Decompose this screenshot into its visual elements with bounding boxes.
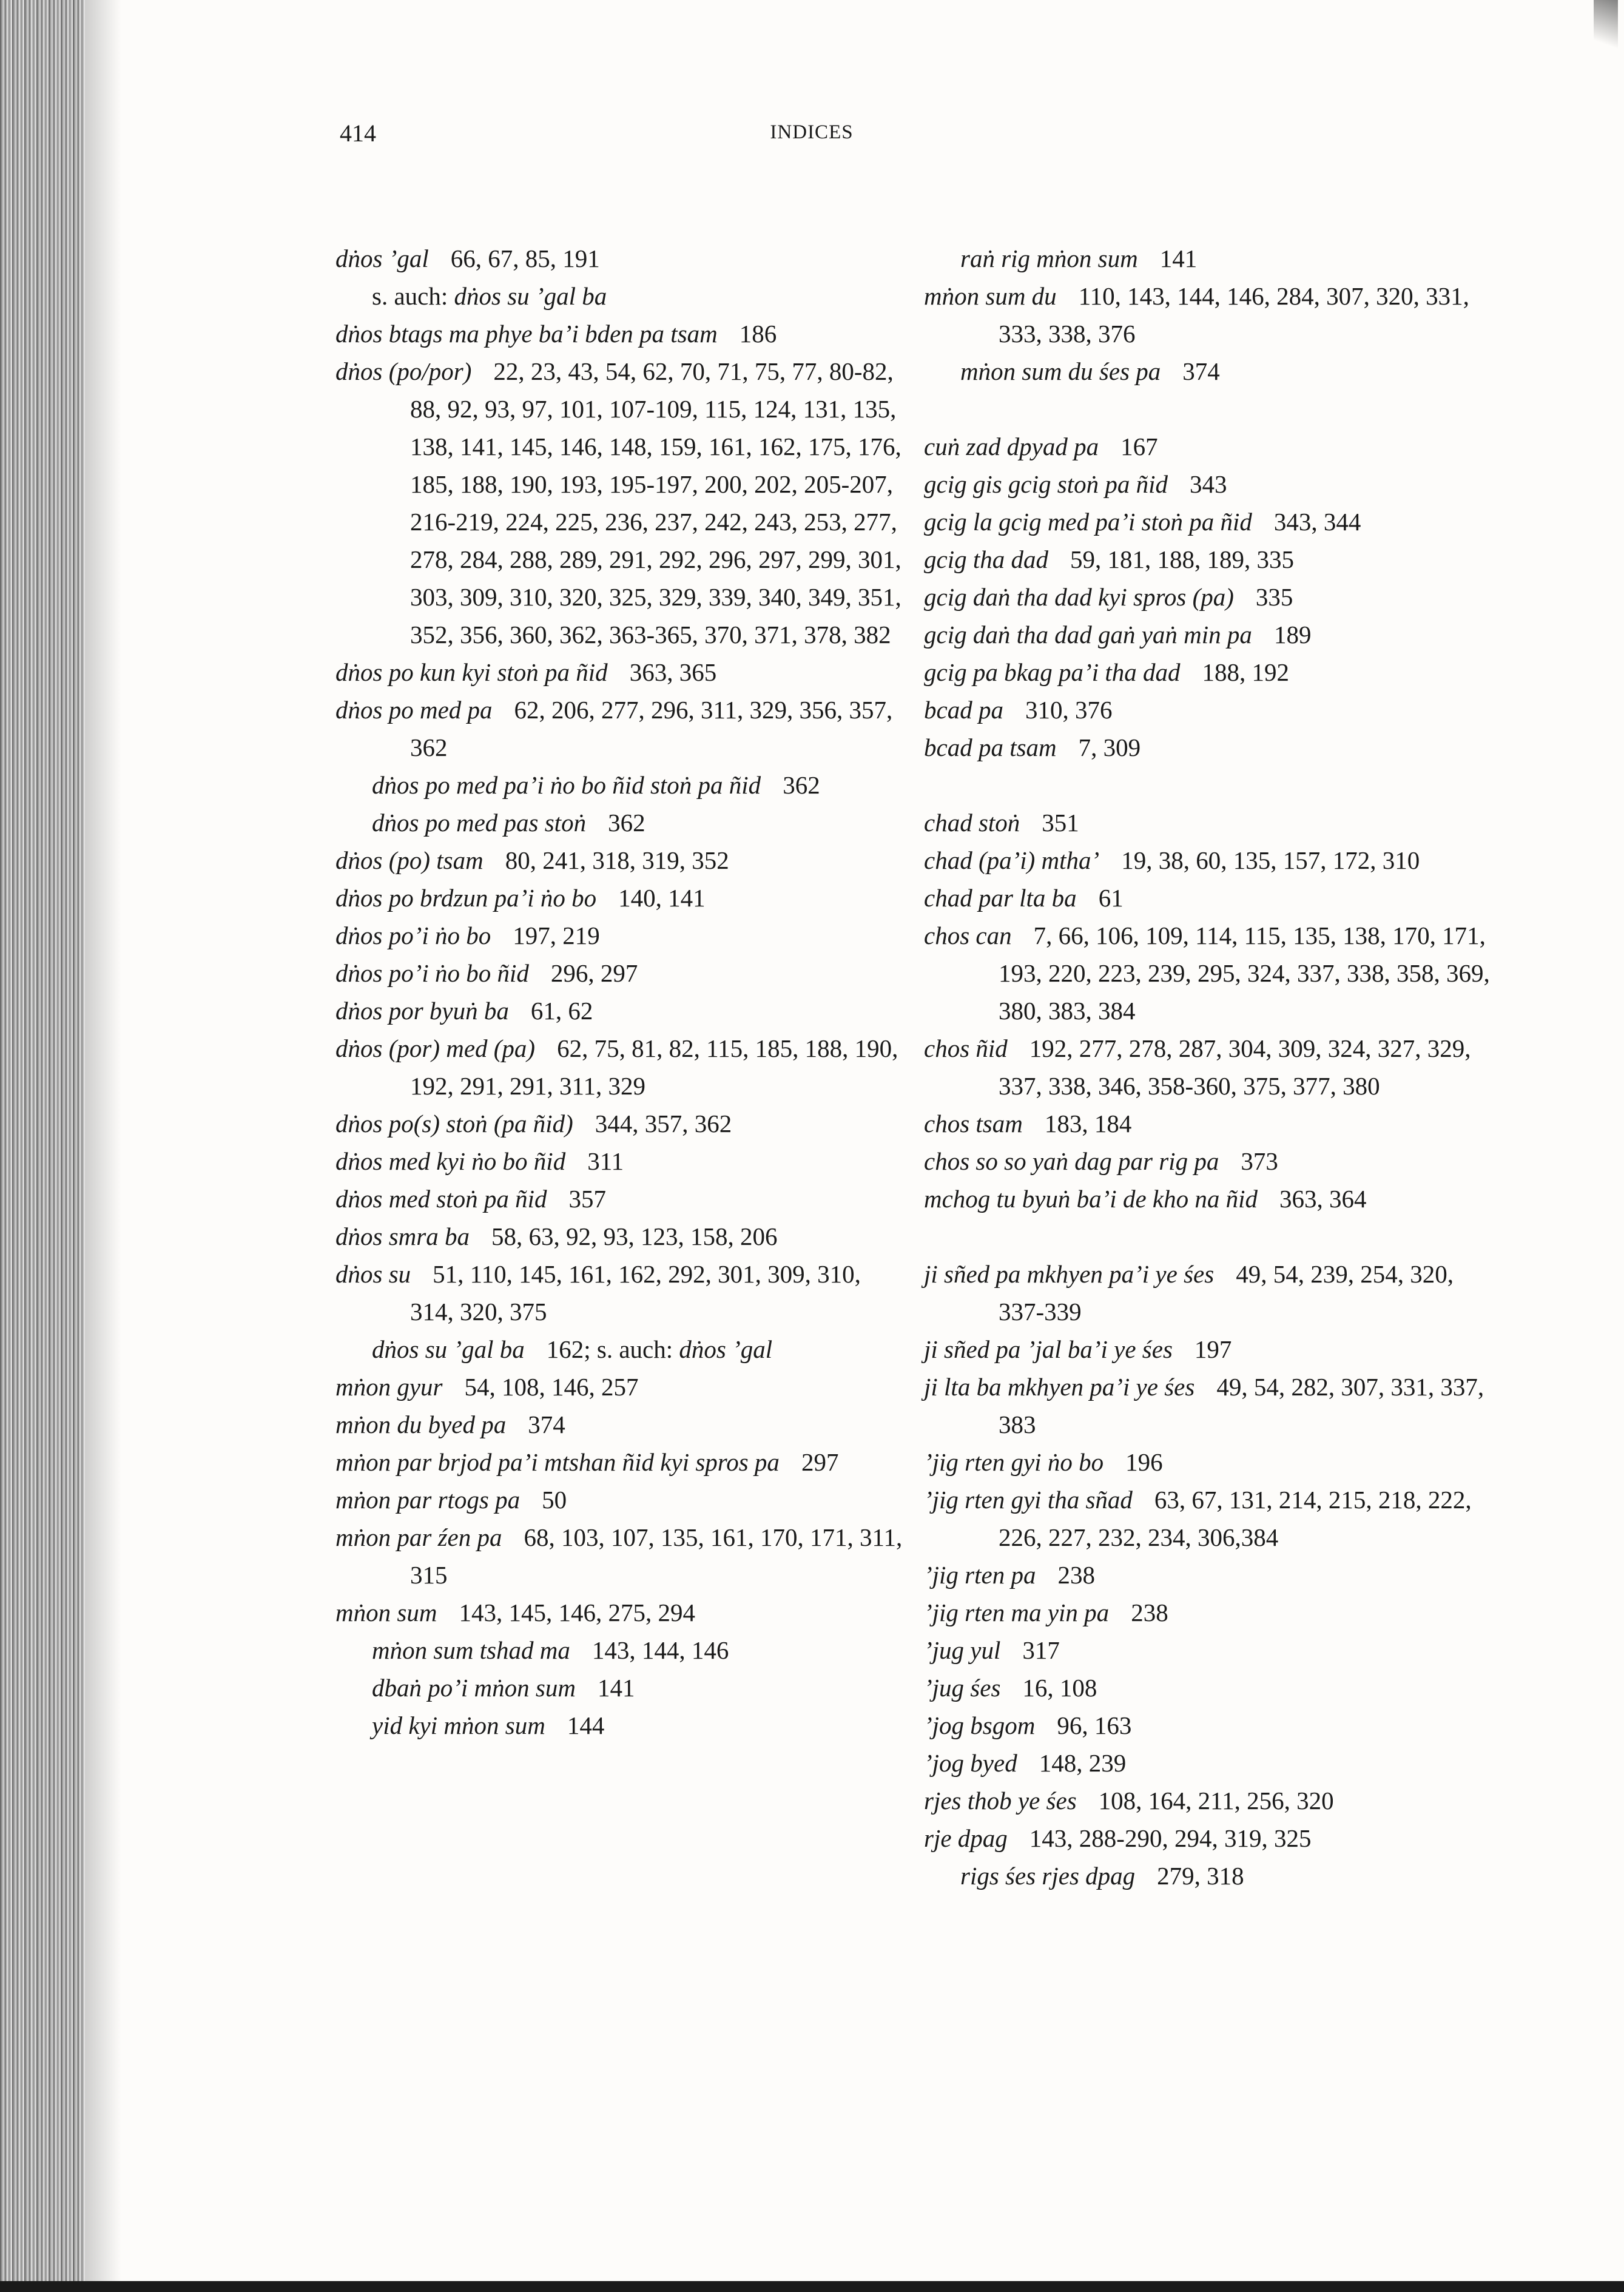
index-term: dṅos su ’gal ba — [372, 1335, 525, 1363]
see-also-term: dṅos ’gal — [679, 1335, 773, 1363]
index-entry — [335, 691, 906, 766]
page-references: 62, 75, 81, 82, 115, 185, 188, 190, 192, 291, 291, 311, 329 — [410, 1034, 898, 1100]
page-references: 297 — [801, 1448, 839, 1476]
index-term: chos can — [924, 922, 1012, 949]
index-term: ’jig rten pa — [924, 1561, 1036, 1589]
index-entry — [335, 917, 906, 954]
index-entry — [924, 1180, 1494, 1218]
index-entry — [335, 841, 906, 879]
index-entry — [335, 1518, 906, 1594]
page-references: 343, 344 — [1273, 508, 1361, 536]
page-references: 310, 376 — [1025, 696, 1113, 724]
page-references: 7, 66, 106, 109, 114, 115, 135, 138, 170, 171, 193, 220, 223, 239, 295, 324, 337, 338, 358, 369, 380, 383, 384 — [999, 922, 1490, 1025]
page-references: 192, 277, 278, 287, 304, 309, 324, 327, 329, 337, 338, 346, 358-360, 375, 377, 380 — [999, 1034, 1471, 1100]
page-references: 343 — [1190, 470, 1227, 498]
index-term: mṅon sum du — [924, 282, 1057, 310]
page-references: 144 — [567, 1711, 605, 1739]
entry-group-gap — [924, 766, 1494, 804]
index-entry — [924, 428, 1494, 465]
index-entry — [924, 277, 1494, 352]
index-entry — [924, 541, 1494, 578]
page-references: 143, 145, 146, 275, 294 — [459, 1599, 695, 1626]
index-term: chos tsam — [924, 1110, 1023, 1138]
index-entry — [924, 616, 1494, 653]
index-term: bcad pa tsam — [924, 733, 1057, 761]
page-references: 317 — [1022, 1636, 1060, 1664]
page-references: 54, 108, 146, 257 — [464, 1373, 639, 1401]
index-entry — [924, 578, 1494, 616]
index-entry — [924, 804, 1494, 841]
page-references: 49, 54, 282, 307, 331, 337, 383 — [999, 1373, 1484, 1438]
page-references: 296, 297 — [550, 959, 638, 987]
index-term: dṅos por byuṅ ba — [335, 997, 509, 1025]
index-term: gcig daṅ tha dad kyi spros (pa) — [924, 583, 1234, 611]
entry-group-gap — [924, 1218, 1494, 1255]
index-term: dṅos su — [335, 1260, 411, 1288]
index-entry — [924, 1631, 1494, 1669]
index-entry — [924, 1481, 1494, 1556]
index-entry — [924, 1368, 1494, 1443]
index-subentry — [924, 1857, 1494, 1895]
page-references: 374 — [1182, 357, 1220, 385]
index-entry — [924, 465, 1494, 503]
index-term: dṅos po’i ṅo bo ñid — [335, 959, 529, 987]
index-subentry — [335, 1669, 906, 1707]
page-references: 148, 239 — [1039, 1749, 1127, 1777]
page-references: 196 — [1125, 1448, 1163, 1476]
index-term: bcad pa — [924, 696, 1003, 724]
page-references: 141 — [597, 1674, 635, 1702]
index-term: gcig daṅ tha dad gaṅ yaṅ min pa — [924, 621, 1252, 649]
index-entry — [924, 1782, 1494, 1819]
index-term: chad stoṅ — [924, 809, 1020, 837]
index-term: dṅos btags ma phye ba’i bden pa tsam — [335, 320, 718, 348]
index-subentry — [924, 352, 1494, 390]
index-column-right — [924, 240, 1494, 1895]
index-entry — [924, 1594, 1494, 1631]
index-entry — [335, 352, 906, 653]
index-term: dṅos med kyi ṅo bo ñid — [335, 1147, 566, 1175]
index-entry — [335, 1142, 906, 1180]
index-entry — [335, 954, 906, 992]
page-references: 140, 141 — [618, 884, 706, 912]
index-term: gcig gis gcig stoṅ pa ñid — [924, 470, 1168, 498]
index-term: chos so so yaṅ dag par rig pa — [924, 1147, 1219, 1175]
index-entry — [924, 691, 1494, 729]
page-references: 143, 144, 146 — [591, 1636, 729, 1664]
index-entry — [924, 1142, 1494, 1180]
index-entry — [924, 879, 1494, 917]
page-references: 344, 357, 362 — [595, 1110, 732, 1138]
index-term: dṅos po brdzun pa’i ṅo bo — [335, 884, 597, 912]
index-term: rjes thob ye śes — [924, 1787, 1077, 1815]
index-term: ’jig rten gyi tha sñad — [924, 1486, 1133, 1514]
see-also-label: s. auch: — [372, 282, 448, 310]
index-subentry — [335, 1330, 906, 1368]
index-term: mṅon gyur — [335, 1373, 443, 1401]
index-entry — [924, 1819, 1494, 1857]
running-head: INDICES — [770, 121, 854, 143]
page-references: 167 — [1120, 433, 1158, 460]
index-term: mṅon par brjod pa’i mtshan ñid kyi spros pa — [335, 1448, 780, 1476]
index-term: ’jug śes — [924, 1674, 1001, 1702]
page-references: 63, 67, 131, 214, 215, 218, 222, 226, 227, 232, 234, 306,384 — [999, 1486, 1472, 1551]
page-references: 61, 62 — [530, 997, 593, 1025]
index-entry — [924, 1255, 1494, 1330]
index-term: dṅos ’gal — [335, 244, 429, 272]
index-subentry — [335, 766, 906, 804]
index-subentry — [924, 240, 1494, 277]
page-references: 143, 288-290, 294, 319, 325 — [1029, 1824, 1312, 1852]
page-references: 279, 318 — [1157, 1862, 1244, 1890]
index-subentry — [335, 804, 906, 841]
scan-bottom-edge — [0, 2281, 1624, 2292]
index-term: ji lta ba mkhyen pa’i ye śes — [924, 1373, 1195, 1401]
page-references: 108, 164, 211, 256, 320 — [1098, 1787, 1334, 1815]
page-references: 363, 364 — [1279, 1185, 1367, 1213]
index-entry — [335, 992, 906, 1030]
index-entry — [924, 503, 1494, 541]
index-term: ’jug yul — [924, 1636, 1001, 1664]
index-entry — [335, 1255, 906, 1330]
page-references: 238 — [1131, 1599, 1168, 1626]
index-term: ’jig rten ma yin pa — [924, 1599, 1110, 1626]
page-references: 19, 38, 60, 135, 157, 172, 310 — [1121, 846, 1420, 874]
index-term: dṅos (po/por) — [335, 357, 472, 385]
page-references: 141 — [1159, 244, 1198, 272]
index-term: cuṅ zad dpyad pa — [924, 433, 1099, 460]
book-binding-shadow — [0, 0, 85, 2292]
page-references: 50 — [542, 1486, 567, 1514]
index-entry — [335, 879, 906, 917]
page-references: 49, 54, 239, 254, 320, 337-339 — [999, 1260, 1454, 1326]
index-term: gcig la gcig med pa’i stoṅ pa ñid — [924, 508, 1252, 536]
index-term: mṅon par rtogs pa — [335, 1486, 521, 1514]
index-entry — [335, 1443, 906, 1481]
index-term: ji sñed pa mkhyen pa’i ye śes — [924, 1260, 1215, 1288]
index-entry — [335, 1105, 906, 1142]
index-entry — [335, 1406, 906, 1443]
index-term: mṅon sum tshad ma — [372, 1636, 570, 1664]
index-entry — [335, 1594, 906, 1631]
page-number: 414 — [340, 120, 376, 147]
index-term: dṅos po(s) stoṅ (pa ñid) — [335, 1110, 573, 1138]
page-references: 357 — [568, 1185, 606, 1213]
page-references: 186 — [739, 320, 777, 348]
index-cross-reference — [335, 277, 906, 315]
index-term: dṅos po kun kyi stoṅ pa ñid — [335, 658, 608, 686]
index-term: dṅos smra ba — [335, 1222, 470, 1250]
index-entry — [924, 1105, 1494, 1142]
binding-fade — [85, 0, 121, 2292]
page-references: 197, 219 — [513, 922, 600, 949]
page-references: 61 — [1098, 884, 1124, 912]
index-entry — [924, 653, 1494, 691]
page-references: 51, 110, 145, 161, 162, 292, 301, 309, 310, 314, 320, 375 — [410, 1260, 861, 1326]
index-entry — [335, 1481, 906, 1518]
page-references: 188, 192 — [1202, 658, 1289, 686]
page-references: 162; s. auch: — [546, 1335, 673, 1363]
index-term: dṅos po’i ṅo bo — [335, 922, 491, 949]
index-term: ’jog byed — [924, 1749, 1017, 1777]
index-term: chad (pa’i) mtha’ — [924, 846, 1100, 874]
index-entry — [335, 653, 906, 691]
index-term: rigs śes rjes dpag — [960, 1862, 1136, 1890]
scan-corner-mark — [1594, 0, 1618, 73]
page-references: 68, 103, 107, 135, 161, 170, 171, 311, 315 — [410, 1523, 903, 1589]
index-term: gcig pa bkag pa’i tha dad — [924, 658, 1181, 686]
index-term: ’jig rten gyi ṅo bo — [924, 1448, 1104, 1476]
index-entry — [335, 1030, 906, 1105]
index-entry — [335, 1180, 906, 1218]
index-entry — [335, 1218, 906, 1255]
page-references: 96, 163 — [1057, 1711, 1132, 1739]
index-term: mchog tu byuṅ ba’i de kho na ñid — [924, 1185, 1258, 1213]
entry-group-gap — [924, 390, 1494, 428]
page-references: 62, 206, 277, 296, 311, 329, 356, 357, 362 — [410, 696, 893, 761]
index-term: dṅos po med pas stoṅ — [372, 809, 587, 837]
page-references: 373 — [1241, 1147, 1278, 1175]
index-entry — [924, 1669, 1494, 1707]
page-references: 58, 63, 92, 93, 123, 158, 206 — [491, 1222, 778, 1250]
page-references: 59, 181, 188, 189, 335 — [1070, 545, 1294, 573]
index-entry — [924, 1030, 1494, 1105]
index-entry — [335, 240, 906, 277]
page-references: 189 — [1273, 621, 1312, 649]
index-term: dṅos (por) med (pa) — [335, 1034, 536, 1062]
page-references: 183, 184 — [1044, 1110, 1132, 1138]
page-references: 374 — [528, 1411, 565, 1438]
page-references: 363, 365 — [629, 658, 717, 686]
index-term: ’jog bsgom — [924, 1711, 1036, 1739]
index-term: dbaṅ po’i mṅon sum — [372, 1674, 576, 1702]
index-term: ji sñed pa ’jal ba’i ye śes — [924, 1335, 1173, 1363]
index-entry — [924, 1556, 1494, 1594]
index-entry — [335, 1368, 906, 1406]
index-term: mṅon du byed pa — [335, 1411, 507, 1438]
index-entry — [924, 1330, 1494, 1368]
index-term: mṅon sum du śes pa — [960, 357, 1161, 385]
page-references: 238 — [1057, 1561, 1095, 1589]
index-term: dṅos po med pa’i ṅo bo ñid stoṅ pa ñid — [372, 771, 761, 799]
index-column-left — [335, 240, 906, 1744]
index-entry — [924, 1744, 1494, 1782]
page-references: 362 — [783, 771, 820, 799]
index-term: dṅos med stoṅ pa ñid — [335, 1185, 547, 1213]
index-entry — [924, 1443, 1494, 1481]
page-references: 7, 309 — [1078, 733, 1141, 761]
index-subentry — [335, 1631, 906, 1669]
index-term: dṅos su ’gal ba — [454, 282, 607, 310]
index-entry — [924, 841, 1494, 879]
page-references: 80, 241, 318, 319, 352 — [505, 846, 729, 874]
index-term: gcig tha dad — [924, 545, 1048, 573]
index-term: mṅon sum — [335, 1599, 437, 1626]
page-references: 335 — [1255, 583, 1293, 611]
page-references: 351 — [1042, 809, 1079, 837]
index-subentry — [335, 1707, 906, 1744]
index-term: chad par lta ba — [924, 884, 1077, 912]
index-term: dṅos po med pa — [335, 696, 493, 724]
index-entry — [924, 729, 1494, 766]
index-entry — [924, 917, 1494, 1030]
index-term: rje dpag — [924, 1824, 1008, 1852]
index-term: dṅos (po) tsam — [335, 846, 483, 874]
index-entry — [335, 315, 906, 352]
page-references: 362 — [608, 809, 645, 837]
page-references: 197 — [1194, 1335, 1232, 1363]
page-references: 16, 108 — [1022, 1674, 1097, 1702]
index-term: raṅ rig mṅon sum — [960, 244, 1138, 272]
page-references: 66, 67, 85, 191 — [450, 244, 600, 272]
page-references: 22, 23, 43, 54, 62, 70, 71, 75, 77, 80-82, 88, 92, 93, 97, 101, 107-109, 115, 124, 131, 135, 138, 141, 145, 146, 148, 159, 161, 162, 175, 176, 185, 188, 190, 193, 195-197, 200, 202, 205-207, 216-219, 224, 225, 236, 237, 242, 243, 253, 277, 278, 284, 288, 289, 291, 292, 296, 297, 299, 301, 303, 309, 310, 320, 325, 329, 339, 340, 349, 351, 352, 356, 360, 362, 363-365, 370, 371, 378, 382 — [410, 357, 901, 649]
page-references: 311 — [587, 1147, 624, 1175]
index-entry — [924, 1707, 1494, 1744]
index-term: chos ñid — [924, 1034, 1008, 1062]
page-references: 110, 143, 144, 146, 284, 307, 320, 331, 333, 338, 376 — [999, 282, 1469, 348]
index-term: mṅon par źen pa — [335, 1523, 502, 1551]
index-term: yid kyi mṅon sum — [372, 1711, 545, 1739]
